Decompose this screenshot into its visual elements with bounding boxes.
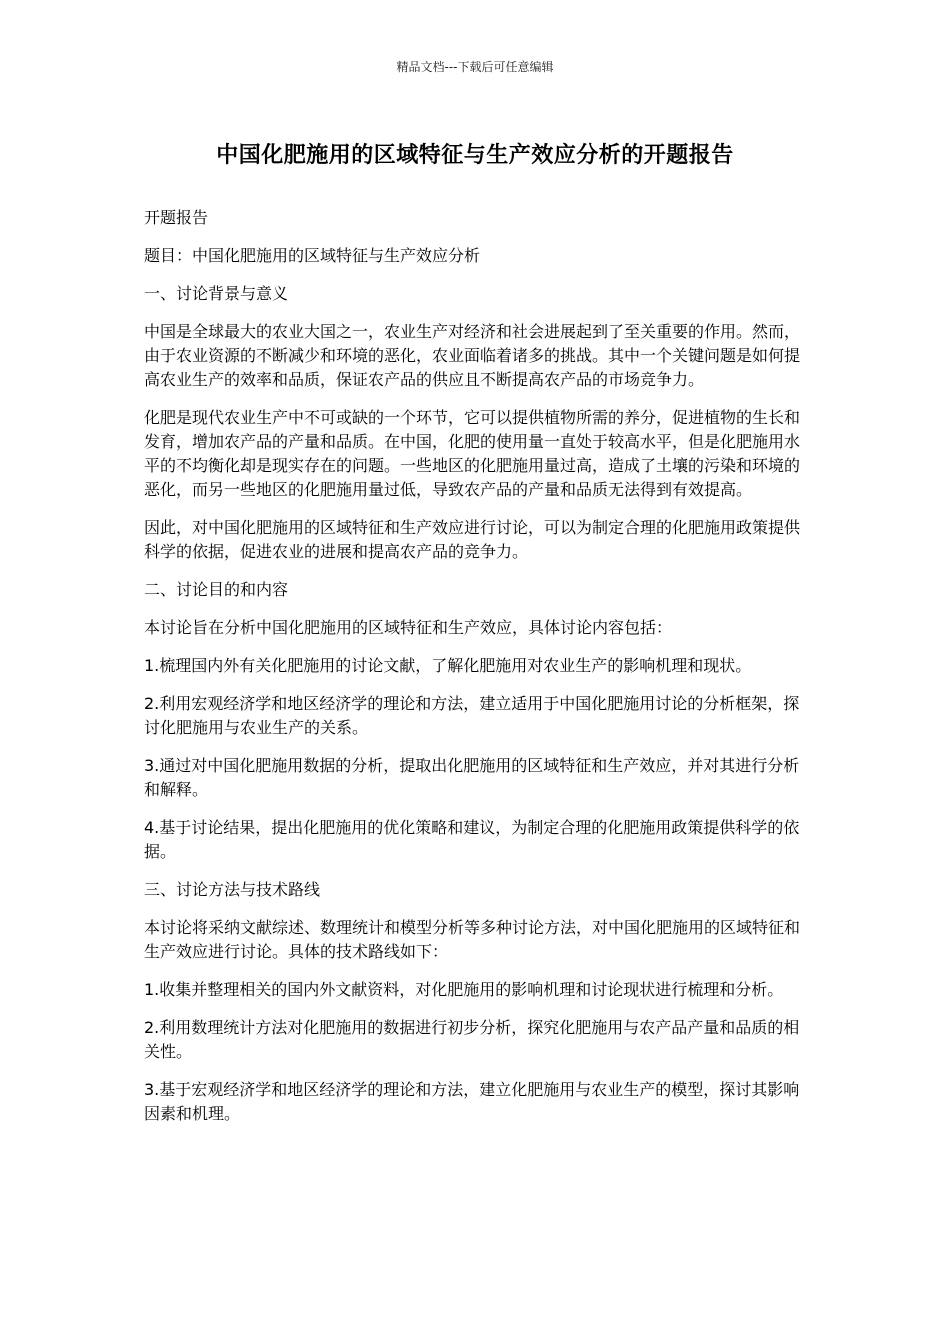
list-item-method-2: 2.利用数理统计方法对化肥施用的数据进行初步分析，探究化肥施用与农产品产量和品质的相关性。: [144, 1018, 800, 1061]
paragraph-background-1: 中国是全球最大的农业大国之一，农业生产对经济和社会进展起到了至关重要的作用。然而，由于农业资源的不断减少和环境的恶化，农业面临着诸多的挑战。其中一个关键问题是如何提高农业生产的效率和品质，保证农产品的供应且不断提高农产品的市场竞争力。: [144, 322, 801, 389]
list-item-purpose-1: 1.梳理国内外有关化肥施用的讨论文献，了解化肥施用对农业生产的影响机理和现状。: [144, 656, 752, 675]
paragraph-background-2: 化肥是现代农业生产中不可或缺的一个环节，它可以提供植物所需的养分，促进植物的生长和发育，增加农产品的产量和品质。在中国，化肥的使用量一直处于较高水平，但是化肥施用水平的不均衡化却是现实存在的问题。一些地区的化肥施用量过高，造成了土壤的污染和环境的恶化，而另一些地区的化肥施用量过低，导致农产品的产量和品质无法得到有效提高。: [144, 408, 801, 499]
section-heading-background: 一、讨论背景与意义: [144, 284, 289, 303]
list-item-purpose-4: 4.基于讨论结果，提出化肥施用的优化策略和建议，为制定合理的化肥施用政策提供科学的依据。: [144, 818, 800, 861]
list-item-purpose-3: 3.通过对中国化肥施用数据的分析，提取出化肥施用的区域特征和生产效应，并对其进行分析和解释。: [144, 756, 800, 799]
report-label: 开题报告: [144, 208, 209, 227]
list-item-method-1: 1.收集并整理相关的国内外文献资料，对化肥施用的影响机理和讨论现状进行梳理和分析。: [144, 980, 784, 999]
list-item-purpose-2: 2.利用宏观经济学和地区经济学的理论和方法，建立适用于中国化肥施用讨论的分析框架，探讨化肥施用与农业生产的关系。: [144, 694, 800, 737]
page-header: 精品文档---下载后可任意编辑: [396, 60, 554, 74]
paragraph-purpose-intro: 本讨论旨在分析中国化肥施用的区域特征和生产效应，具体讨论内容包括：: [144, 618, 673, 637]
list-item-method-3: 3.基于宏观经济学和地区经济学的理论和方法，建立化肥施用与农业生产的模型，探讨其影响因素和机理。: [144, 1080, 800, 1123]
section-heading-method: 三、讨论方法与技术路线: [144, 880, 321, 899]
document-body: [144, 206, 804, 1140]
document-title: 中国化肥施用的区域特征与生产效应分析的开题报告: [216, 143, 734, 168]
topic-line: 题目：中国化肥施用的区域特征与生产效应分析: [144, 246, 481, 265]
section-heading-purpose: 二、讨论目的和内容: [144, 580, 289, 599]
paragraph-background-3: 因此，对中国化肥施用的区域特征和生产效应进行讨论，可以为制定合理的化肥施用政策提供科学的依据，促进农业的进展和提高农产品的竞争力。: [144, 518, 801, 561]
paragraph-method-intro: 本讨论将采纳文献综述、数理统计和模型分析等多种讨论方法，对中国化肥施用的区域特征和生产效应进行讨论。具体的技术路线如下：: [144, 918, 801, 961]
